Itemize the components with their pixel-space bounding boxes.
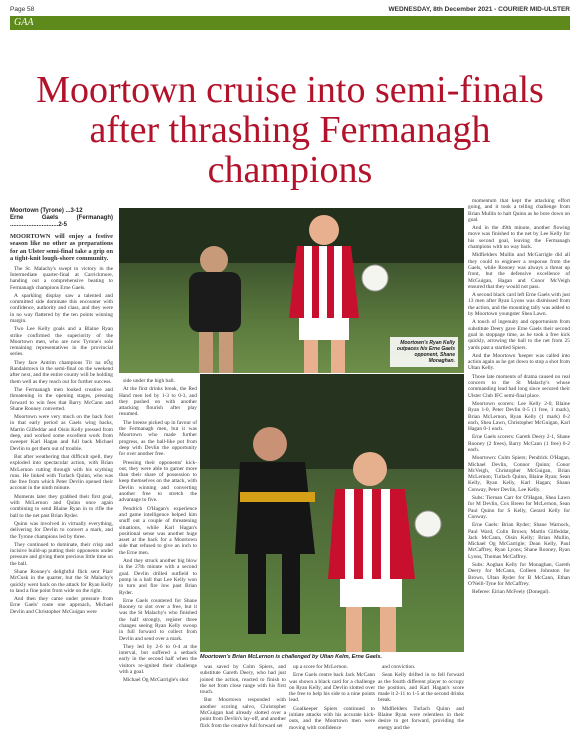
article-paragraph: Erne Gaels centre back Jack McCann was shown a black card for a challenge on Ryan Kelly, and Devlin slotted over the free to help his side to a nine points lead. bbox=[289, 672, 375, 704]
article-paragraph: The St. Malachy's swept to victory in the Intermediate quarter-final at Carrickmore, handing out a comprehensive beating to Fermanagh champions Erne Gaels. bbox=[10, 265, 113, 291]
article-paragraph: Those late moments of drama caused no real concern to the St Malachy's whose commanding lead had long since secured their Ulster Club IFC semi-final place. bbox=[468, 373, 570, 399]
article-column-3b bbox=[289, 664, 375, 733]
article-paragraph: And in the 49th minute, another flowing move was finished to the net by Lee Kelly for his second goal, leaving the Fermanagh champions with no way back. bbox=[468, 225, 570, 251]
article-paragraph: They led by 2-6 to 0-4 at the interval, but suffered a setback early in the second half when the visitors re-ignited their challenge with a goal. bbox=[119, 643, 197, 676]
article-paragraph: The Fermanagh men looked creative and threatening in the opening stages, pressing forward to win fees that Barry McCann and Shane Rooney converted. bbox=[10, 386, 113, 412]
article-column-3c bbox=[378, 664, 464, 733]
article-paragraph: up a score for McLernon. bbox=[293, 664, 348, 670]
page-number: Page 58 bbox=[10, 5, 35, 13]
headline: Moortown cruise into semi-finals after thrashing Fermanagh champions bbox=[36, 69, 544, 191]
article-paragraph: momentum that kept the attacking effort going, and it took a telling challenge from Brian Mullin to halt Quinn as he bore down on goal. bbox=[468, 198, 570, 223]
article-paragraph: Midfielders Turlach Quinn and Blaine Ryan were relentless in their desire to get forward, providing the energy and the bbox=[378, 705, 464, 731]
article-paragraph: Moortown were very much on the back foot in that early period as Gaels wing backs, Martin Gilfeddar and Oisin Kelly pressed from deep, and worked some excellent work from sweeper Karl Hagan and full back Michael Devlin to get them out of trouble. bbox=[10, 414, 113, 452]
article-paragraph: Goalkeeper Spiers continued to initiate attacks with his accurate kick-outs, and the Moortown men were moving with confidence bbox=[289, 705, 375, 731]
article-paragraph: side under the high ball. bbox=[123, 378, 175, 384]
photo-bottom bbox=[200, 374, 464, 652]
article-paragraph: But after weathering that difficult spell, they exploded into spectacular action, with Brian McLernon cutting through with his scything runs. He linked with Turlach Quinn, who was the free from which Peter Devlin opened their account in the ninth minute. bbox=[10, 453, 113, 492]
issue-date: WEDNESDAY, 8th December 2021 - COURIER MID-ULSTER bbox=[388, 5, 570, 13]
article-paragraph: Erne Gaels countered for Shane Rooney to slot over a free, but it was the St Malachy's who finished the half strongly, register three changes seeing Ryan Kelly swoop in full forward to collect from Devlin and send over a mark. bbox=[119, 597, 197, 642]
article-paragraph: Referee: Eirian McFeely (Donegal). bbox=[472, 589, 550, 596]
score-home: Moortown (Tyrone) ...3-12 bbox=[10, 208, 83, 214]
article-column-3a bbox=[200, 664, 286, 731]
article-paragraph: They face Antrim champions Tír na nÓg Randalstown in the semi-final on the weekend after next, and the entire county will be holding them well as they reach out for further success. bbox=[10, 359, 113, 385]
article-paragraph: The breeze picked up in favour of the Fermanagh men, but it was Moortown who made further progress, as the ball-like pot from deep with Devlin the opportunity for over another free. bbox=[119, 419, 197, 458]
masthead bbox=[10, 4, 570, 14]
article-paragraph: A second black card left Erne Gaels with just 13 men after Ryan Lyons was dismissed from the action, and the mounting tally was added to by Moortown youngster Shea Lawn. bbox=[468, 292, 570, 318]
article-column-1 bbox=[10, 208, 113, 617]
article-paragraph: Pressing their opponents' kick-out, they were able to garner more than their share of possession to keep themselves on the attack, with Devlin winning and converting another free to stretch the advantage to five. bbox=[119, 459, 197, 504]
article-paragraph: Moortown: Colm Spiers; Pendrick O'Hagan, Michael Devlin, Connor Quinn; Conor McVeigh, Christopher McGuigan, Brian McLernon; Turlach Quinn, Blaine Ryan; Sean Kelly, Ryan Kelly, Karl Hagan; Shaun Conway, Peter Devlin, Lee Kelly. bbox=[468, 455, 570, 493]
score-away: Erne Gaels (Fermanagh) .............................2-5 bbox=[10, 215, 113, 228]
article-paragraph: Shane Rooney's delightful flick sent Piarr McCusk in the quarter, but the St Malachy's quickly went back on the attack for Ryan Kelly to land a fine point from wide on the right. bbox=[10, 568, 113, 594]
article-paragraph: Erne Gaels scorers: Gareth Deery 2-1, Shane Rooney (2 frees), Barry McCann (1 free) 0-2 each. bbox=[468, 434, 570, 453]
article-paragraph: A touch of ingenuity and opportunism from substitute Deery gave Erne Gaels their second goal in stoppage time, as he took a free kick quickly, arrowing the ball to the net from 25 yards past a startled Spiers. bbox=[468, 319, 570, 351]
article-paragraph: Pendrich O'Hagan's experience and game intelligence helped him snuff out a couple of threatening situations, while Karl Hagan's positional sense was another huge asset at the back for a Moortown side that refused to give an inch to the Erne men. bbox=[119, 505, 197, 556]
article-paragraph: And they struck another big blow in the 27th minute with a second goal. Devlin drilled outfield to pump in a ball that Lee Kelly won to turn and fire low past Brian Ryder. bbox=[119, 558, 197, 596]
article-paragraph: And then they came under pressure from Erne Gaels' route one approach, Michael Devlin and Christopher McGuigan were bbox=[10, 596, 113, 615]
article-paragraph: and conviction. bbox=[382, 664, 416, 670]
article-paragraph: A sparkling display saw a talented and committed side dominate this encounter with confidence, authority and class, and they were in no way flattered by the ten points winning margin. bbox=[10, 292, 113, 324]
article-paragraph: Moortown scorers: Lee Kelly 2-0, Blaine Ryan 1-0, Peter Devlin 0-5 (1 free, 1 mark), Brian McLernon, Ryan Kelly (1 mark) 0-2 each, Shea Lawn, Christopher McGuigan, Karl Hagan 0-1 each. bbox=[468, 400, 570, 433]
article-column-2 bbox=[119, 378, 197, 686]
article-paragraph: They continued to dominate, their crisp and incisive build-up putting their opponents under pressure and giving them precious little time on the ball. bbox=[10, 541, 113, 567]
section-bar: GAA bbox=[10, 16, 570, 30]
article-paragraph: Subs: Tiernan Carr for O'Hagan, Shea Lawn for M Devlin, Cox Breen for McLernon, Sean Paul Quinn for S Kelly, Gerard Kelly for Conway. bbox=[468, 495, 570, 520]
article-paragraph: Midfielders Mullin and McGarrigle did all they could to engineer a response from the Gaels, while Rooney was always a threat up front, but the defensive excellence of McGuigan, Hagan and Conor McVeigh ensured that they would not pass. bbox=[468, 252, 570, 290]
article-column-5 bbox=[468, 198, 570, 598]
article-paragraph: Moments later they grabbed their first goal, with McLernon and Quinn once again combining to send Blaine Ryan in to rifle the ball to the net past Brian Ryder. bbox=[10, 493, 113, 519]
photo-top-caption: Moortown's Ryan Kelly outpaces his Erne Gaels opponent, Shane Monaghan. bbox=[390, 337, 458, 367]
col1-body bbox=[10, 266, 113, 615]
article-paragraph: Quinn was involved in virtually everything, delivering for Devlin to convert a mark, and the Tyrone champions led by three. bbox=[10, 520, 113, 540]
article-paragraph: Sean Kelly drifted in to fell forward as the fourth different player to occupy the position, and Karl Hagan's score made it 2-11 to 1-5 at the second drinks break. bbox=[378, 672, 464, 704]
article-paragraph: But Moortown responded with another scoring salvo, Christopher McGuigan had already slotted over a point from Devlin's lay-off, and another flick from the creative full forward set bbox=[200, 697, 286, 729]
photo-top bbox=[119, 208, 464, 373]
article-paragraph: Subs: Aoghan Kelly for Monaghan, Gareth Deery for McCann, Colleen Johnston for Brown, Ultan Ryder for B McCann, Ethan O'Neill-Tyne for McCaffrey. bbox=[468, 562, 570, 587]
article-paragraph: At the first drinks break, the Red Hand men led by 1-3 to 0-3, and they pushed on with another attacking flourish after play resumed. bbox=[119, 386, 197, 418]
article-paragraph: And the Moortown 'keeper was called into action again as he got down to stop a shot from Ultan Kelly. bbox=[468, 352, 570, 372]
photo-bottom-caption: Moortown's Brian McLernon is challenged by Ultan Kelm, Erne Gaels. bbox=[200, 654, 382, 660]
article-paragraph: Michael Og McGarrigle's shot bbox=[123, 677, 189, 684]
article-paragraph: Erne Gaels: Brian Ryder; Shane Warnock, Paul Ward, Colin Brown; Martin Gilfeddar, Jack McCann, Oisin Kelly; Brian Mullin, Michael Og McGarrigle; Dean Kelly, Paul McCaffrey, Ryan Lyons; Shane Rooney, Ryan Lyons, Thomas McCaffrey. bbox=[468, 522, 570, 560]
lede: MOORTOWN will enjoy a festive season like no other as preparations for an Ulster semi-final take a grip on a tight-knit lough-shore community. bbox=[10, 233, 113, 263]
players-illustration-bottom bbox=[200, 374, 464, 652]
article-paragraph: Two Lee Kelly goals and a Blaine Ryan strike confirmed the superiority of the Moortown men, who are now Tyrone's sole remaining representatives in the provincial series. bbox=[10, 326, 113, 358]
article-paragraph: was saved by Colm Spiers, and substitute Gareth Deery, who had just joined the action, reacted to finish to the net from close range with his first touch. bbox=[200, 664, 286, 696]
